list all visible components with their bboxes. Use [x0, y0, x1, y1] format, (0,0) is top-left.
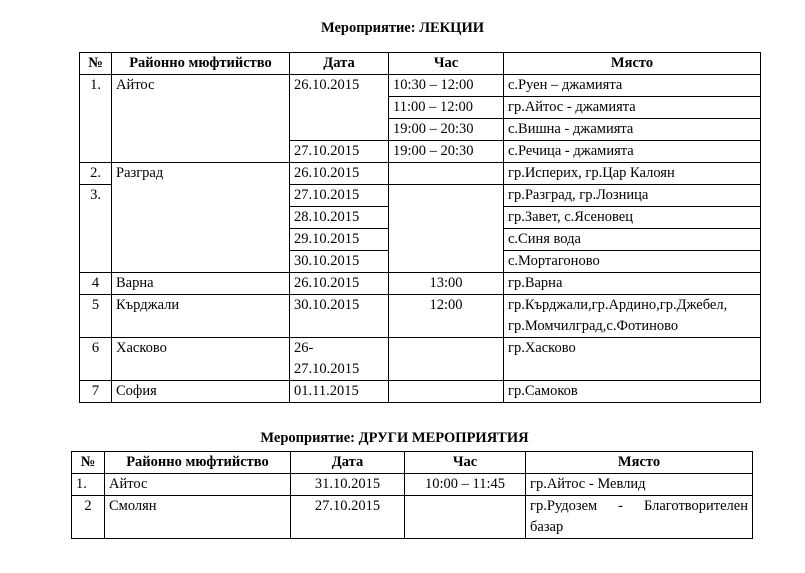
cell-time: 19:00 – 20:30: [389, 141, 504, 163]
cell-place: с.Мортагоново: [504, 251, 761, 273]
cell-mufti: Разград: [112, 163, 290, 185]
cell-time: 19:00 – 20:30: [389, 119, 504, 141]
cell-time: 10:00 – 11:45: [405, 474, 526, 496]
col-header-mufti: Районно мюфтийство: [112, 53, 290, 75]
cell-date: 27.10.2015: [290, 185, 389, 207]
cell-place: с.Вишна - джамията: [504, 119, 761, 141]
table-row: [80, 185, 761, 207]
cell-place: с.Речица - джамията: [504, 141, 761, 163]
date-line: 26-: [294, 340, 314, 356]
cell-number: 4: [80, 273, 112, 295]
cell-place: гр.Завет, с.Ясеновец: [504, 207, 761, 229]
table-row: [80, 75, 761, 97]
cell-mufti: Айтос: [112, 75, 290, 163]
cell-place: гр.Самоков: [504, 381, 761, 403]
cell-number: 7: [80, 381, 112, 403]
place-line: гр.Момчилград,с.Фотиново: [508, 318, 679, 334]
lectures-title: Мероприятие: ЛЕКЦИИ: [320, 20, 485, 36]
cell-number: 6: [80, 338, 112, 381]
cell-mufti: Кърджали: [112, 295, 290, 338]
cell-place: гр.Айтос - Мевлид: [526, 474, 753, 496]
lectures-table: [79, 52, 761, 403]
cell-date: 27.10.2015: [290, 141, 389, 163]
cell-place: гр.Хасково: [504, 338, 761, 381]
cell-date: 26.10.2015: [290, 75, 389, 141]
col-header-number: №: [80, 53, 112, 75]
table-row: [80, 338, 761, 381]
cell-time: 12:00: [389, 295, 504, 338]
col-header-number: №: [72, 452, 105, 474]
table-row: [80, 295, 761, 338]
cell-place: гр.Айтос - джамията: [504, 97, 761, 119]
col-header-time: Час: [389, 53, 504, 75]
cell-date: 27.10.2015: [291, 496, 405, 539]
cell-mufti: Айтос: [105, 474, 291, 496]
cell-date: 31.10.2015: [291, 474, 405, 496]
cell-time: 13:00: [389, 273, 504, 295]
table-row: [72, 474, 753, 496]
cell-time: [389, 381, 504, 403]
cell-place: с.Синя вода: [504, 229, 761, 251]
table-header-row: [80, 53, 761, 75]
cell-mufti: [112, 185, 290, 273]
cell-place: гр.Рудозем - Благотворителен базар: [526, 496, 753, 539]
table-row: [72, 496, 753, 539]
table-row: [80, 381, 761, 403]
col-header-time: Час: [405, 452, 526, 474]
cell-date: 29.10.2015: [290, 229, 389, 251]
cell-date: 01.11.2015: [290, 381, 389, 403]
cell-mufti: Варна: [112, 273, 290, 295]
cell-time: [405, 496, 526, 539]
table-row: [80, 163, 761, 185]
cell-date: 26.10.2015: [290, 273, 389, 295]
place-line: гр.Кърджали,гр.Ардино,гр.Джебел,: [508, 297, 728, 313]
cell-date: 30.10.2015: [290, 295, 389, 338]
cell-date: 26.10.2015: [290, 163, 389, 185]
other-events-title: Мероприятие: ДРУГИ МЕРОПРИЯТИЯ: [260, 430, 529, 446]
cell-time: 10:30 – 12:00: [389, 75, 504, 97]
cell-number: 3.: [80, 185, 112, 273]
col-header-mufti: Районно мюфтийство: [105, 452, 291, 474]
cell-time: [389, 338, 504, 381]
cell-place: гр.Разград, гр.Лозница: [504, 185, 761, 207]
cell-date: 30.10.2015: [290, 251, 389, 273]
cell-number: 5: [80, 295, 112, 338]
cell-place: с.Руен – джамията: [504, 75, 761, 97]
cell-time: [389, 185, 504, 273]
table-row: [80, 273, 761, 295]
table-header-row: [72, 452, 753, 474]
other-events-table: [71, 451, 753, 539]
date-line: 27.10.2015: [294, 361, 360, 377]
cell-time: [389, 163, 504, 185]
cell-date: 28.10.2015: [290, 207, 389, 229]
cell-date: [290, 338, 389, 381]
cell-place: [504, 295, 761, 338]
cell-number: 1.: [80, 75, 112, 163]
cell-mufti: София: [112, 381, 290, 403]
col-header-place: Място: [504, 53, 761, 75]
col-header-place: Място: [526, 452, 753, 474]
cell-mufti: Смолян: [105, 496, 291, 539]
cell-time: 11:00 – 12:00: [389, 97, 504, 119]
cell-place: гр.Варна: [504, 273, 761, 295]
cell-mufti: Хасково: [112, 338, 290, 381]
cell-number: 1.: [72, 474, 105, 496]
cell-place: гр.Исперих, гр.Цар Калоян: [504, 163, 761, 185]
cell-number: 2.: [80, 163, 112, 185]
col-header-date: Дата: [290, 53, 389, 75]
col-header-date: Дата: [291, 452, 405, 474]
cell-number: 2: [72, 496, 105, 539]
